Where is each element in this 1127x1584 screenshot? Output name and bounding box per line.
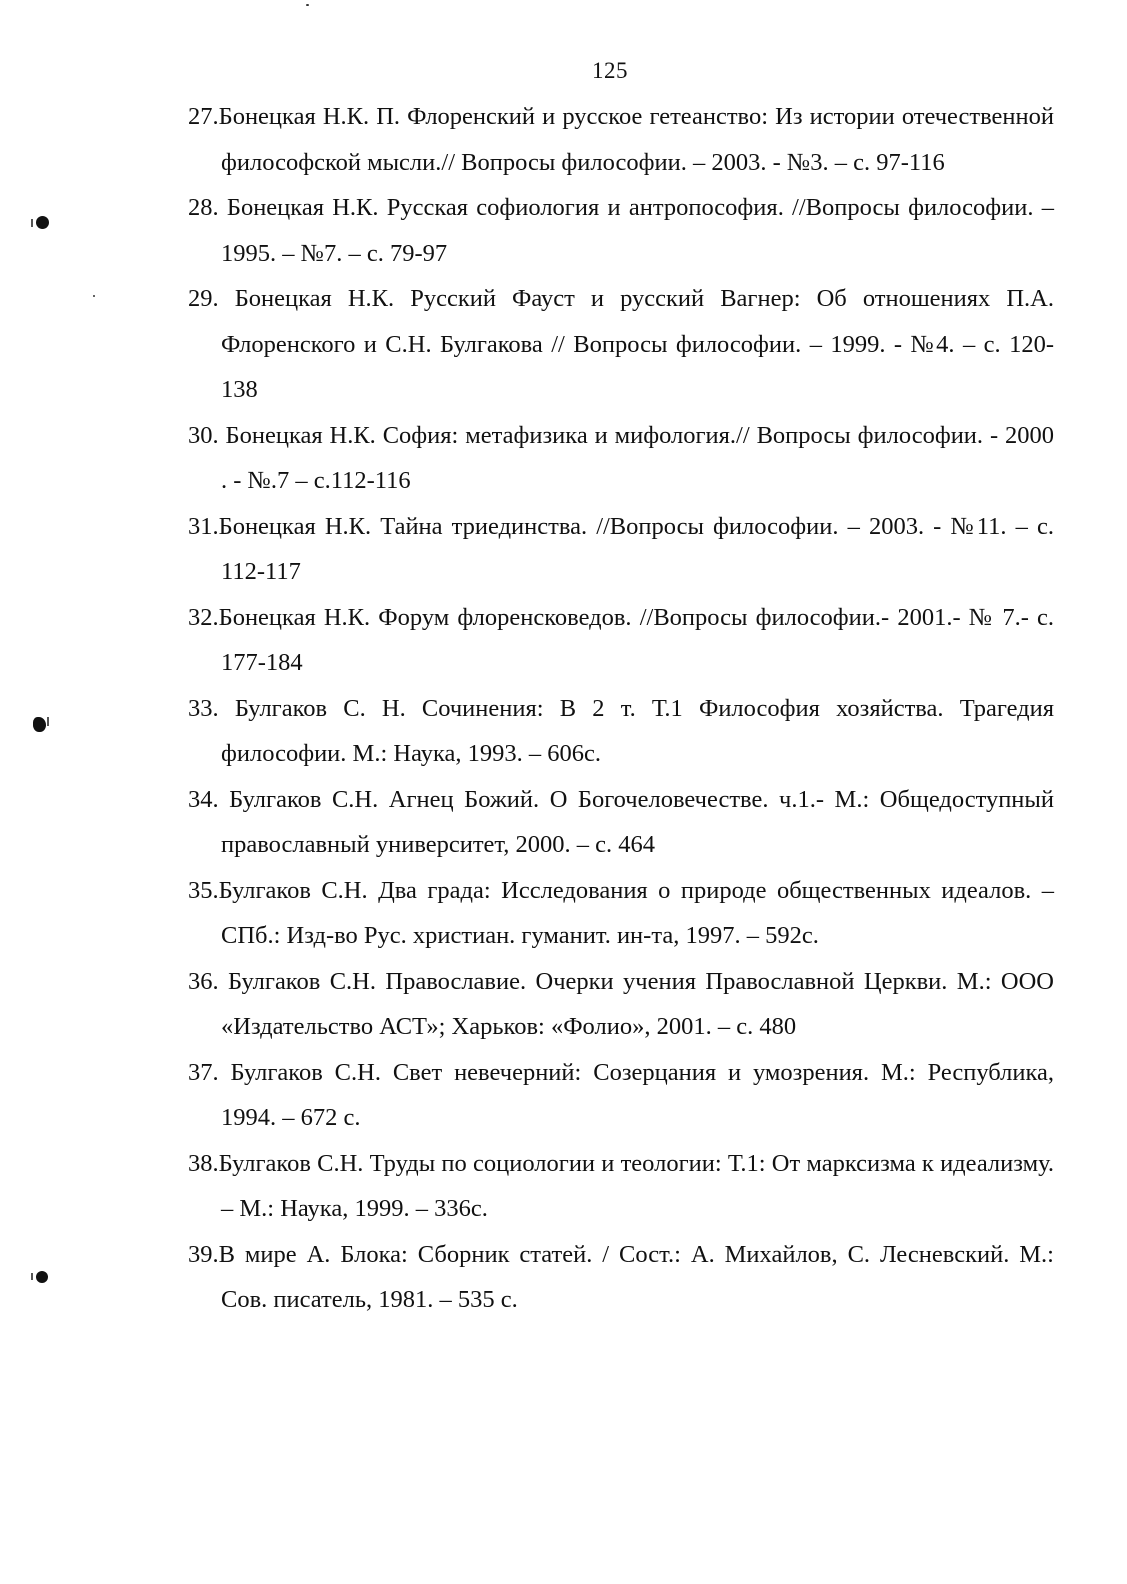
reference-number: 35. (188, 876, 219, 904)
reference-item (188, 1050, 1054, 1141)
reference-list (188, 94, 1054, 1323)
reference-number: 30. (188, 421, 226, 449)
reference-text: Бонецкая Н.К. Тайна триединства. //Вопросы философии. – 2003. - №11. – с. 112-117 (218, 512, 1054, 585)
reference-number: 31. (188, 512, 219, 540)
reference-number: 29. (188, 285, 235, 312)
reference-text: Булгаков С.Н. Свет невечерний: Созерцания и умозрения. М.: Республика, 1994. – 672 с. (221, 1058, 1054, 1131)
reference-item (188, 686, 1054, 777)
reference-number: 28. (188, 194, 227, 221)
reference-number: 39. (188, 1240, 219, 1268)
page-number: 125 (592, 58, 628, 83)
reference-number: 37. (188, 1058, 231, 1086)
reference-text: Бонецкая Н.К. София: метафизика и мифология.// Вопросы философии. - 2000 . - №.7 – с.112-116 (221, 421, 1054, 494)
reference-text: Бонецкая Н.К. П. Флоренский и русское гетеанство: Из истории отечественной философской мысли.// Вопросы философии. – 2003. - №3. – с. 97-116 (218, 103, 1054, 176)
reference-text: Булгаков С. Н. Сочинения: В 2 т. Т.1 Философия хозяйства. Трагедия философии. М.: Наука, 1993. – 606с. (221, 694, 1054, 767)
reference-item (188, 413, 1054, 504)
reference-number: 27. (188, 103, 219, 130)
binder-hole-mark-middle (33, 717, 46, 732)
reference-text: Булгаков С.Н. Православие. Очерки учения Православной Церкви. М.: ООО «Издательство АСТ»; Харьков: «Фолио», 2001. – с. 480 (221, 967, 1055, 1040)
reference-text: В мире А. Блока: Сборник статей. / Сост.: А. Михайлов, С. Лесневский. М.: Сов. писатель, 1981. – 535 с. (218, 1240, 1054, 1313)
reference-number: 32. (188, 603, 219, 631)
reference-text: Булгаков С.Н. Агнец Божий. О Богочеловечестве. ч.1.- М.: Общедоступный православный университет, 2000. – с. 464 (221, 785, 1054, 858)
reference-text: Бонецкая Н.К. Форум флоренсковедов. //Вопросы философии.- 2001.- № 7.- с. 177-184 (218, 603, 1054, 676)
scan-dust-speck (93, 295, 95, 297)
reference-item (188, 1232, 1054, 1323)
reference-item (188, 595, 1054, 686)
scan-tick-mark (31, 219, 33, 227)
reference-number: 33. (188, 694, 235, 722)
reference-item (188, 504, 1054, 595)
reference-item (188, 1141, 1054, 1232)
reference-text: Бонецкая Н.К. Русский Фауст и русский Вагнер: Об отношениях П.А. Флоренского и С.Н. Булгакова // Вопросы философии. – 1999. - №4. – с. 120-138 (221, 285, 1055, 403)
reference-text: Булгаков С.Н. Труды по социологии и теологии: Т.1: От марксизма к идеализму. – М.: Наука, 1999. – 336с. (218, 1149, 1054, 1222)
reference-text: Бонецкая Н.К. Русская софиология и антропософия. //Вопросы философии. – 1995. – №7. – с. 79-97 (221, 194, 1054, 267)
reference-item (188, 777, 1054, 868)
binder-hole-mark-bottom (36, 1271, 48, 1283)
reference-number: 36. (188, 967, 229, 995)
reference-item (188, 959, 1054, 1050)
binder-hole-mark-top (36, 216, 49, 229)
reference-number: 34. (188, 785, 230, 813)
scan-tick-mark (47, 717, 49, 726)
scan-tick-mark (31, 1273, 33, 1280)
reference-item (188, 94, 1054, 185)
scan-dust-speck (306, 4, 309, 6)
reference-item (188, 868, 1054, 959)
reference-item (188, 185, 1054, 276)
reference-number: 38. (188, 1149, 219, 1177)
reference-item (188, 276, 1054, 413)
reference-text: Булгаков С.Н. Два града: Исследования о природе общественных идеалов. – СПб.: Изд-во Рус. христиан. гуманит. ин-та, 1997. – 592с. (218, 876, 1054, 949)
